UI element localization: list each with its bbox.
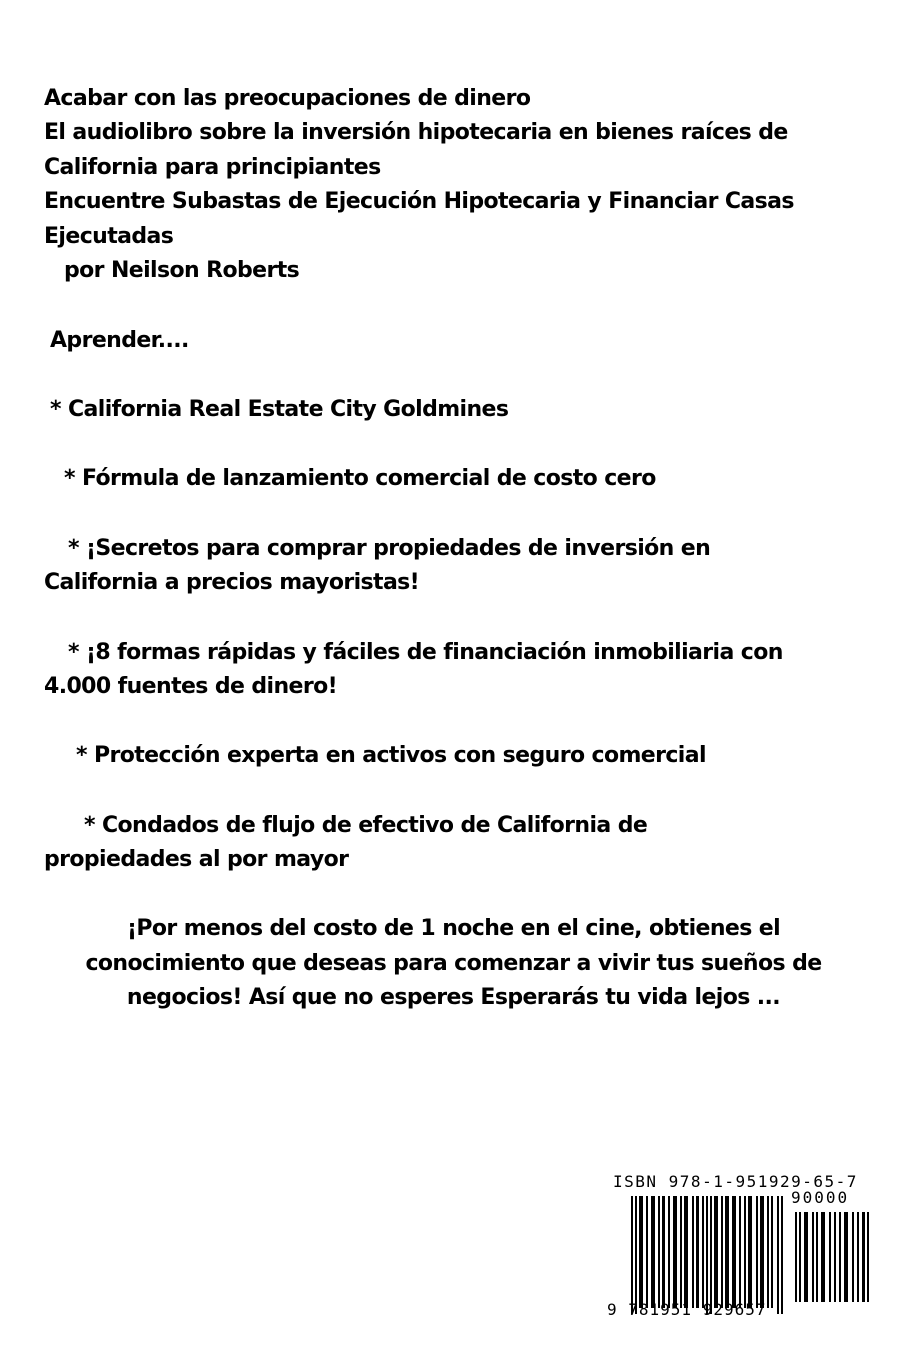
- title-line-4: Encuentre Subastas de Ejecución Hipotecaria y Financiar Casas: [44, 189, 794, 214]
- price-code: 90000: [791, 1188, 850, 1207]
- bullet-item: * ¡Secretos para comprar propiedades de inversión en: [68, 536, 711, 561]
- bullet-item: * California Real Estate City Goldmines: [50, 397, 509, 422]
- bullet-item-cont: propiedades al por mayor: [44, 847, 349, 872]
- author-line: por Neilson Roberts: [64, 258, 300, 283]
- title-line-5: Ejecutadas: [44, 224, 174, 249]
- title-line-2: El audiolibro sobre la inversión hipotecaria en bienes raíces de: [44, 120, 788, 145]
- bullet-item-cont: 4.000 fuentes de dinero!: [44, 674, 338, 699]
- bullet-item-cont: California a precios mayoristas!: [44, 570, 420, 595]
- title-line-3: California para principiantes: [44, 155, 381, 180]
- learn-heading: Aprender....: [50, 328, 189, 353]
- isbn-label: ISBN 978-1-951929-65-7: [613, 1172, 858, 1191]
- closing-line-1: ¡Por menos del costo de 1 noche en el cine, obtienes el: [126, 916, 781, 941]
- bullet-item: * Protección experta en activos con seguro comercial: [76, 743, 706, 768]
- ean-digits: 9 781951 929657: [607, 1300, 767, 1319]
- isbn-barcode: [605, 1170, 875, 1335]
- title-line-1: Acabar con las preocupaciones de dinero: [44, 86, 531, 111]
- closing-line-3: negocios! Así que no esperes Esperarás tu vida lejos ...: [126, 985, 781, 1010]
- bullet-item: * Fórmula de lanzamiento comercial de costo cero: [64, 466, 656, 491]
- bullet-item: * ¡8 formas rápidas y fáciles de financiación inmobiliaria con: [68, 640, 783, 665]
- bullet-item: * Condados de flujo de efectivo de California de: [84, 813, 648, 838]
- closing-line-2: conocimiento que deseas para comenzar a vivir tus sueños de: [85, 951, 822, 976]
